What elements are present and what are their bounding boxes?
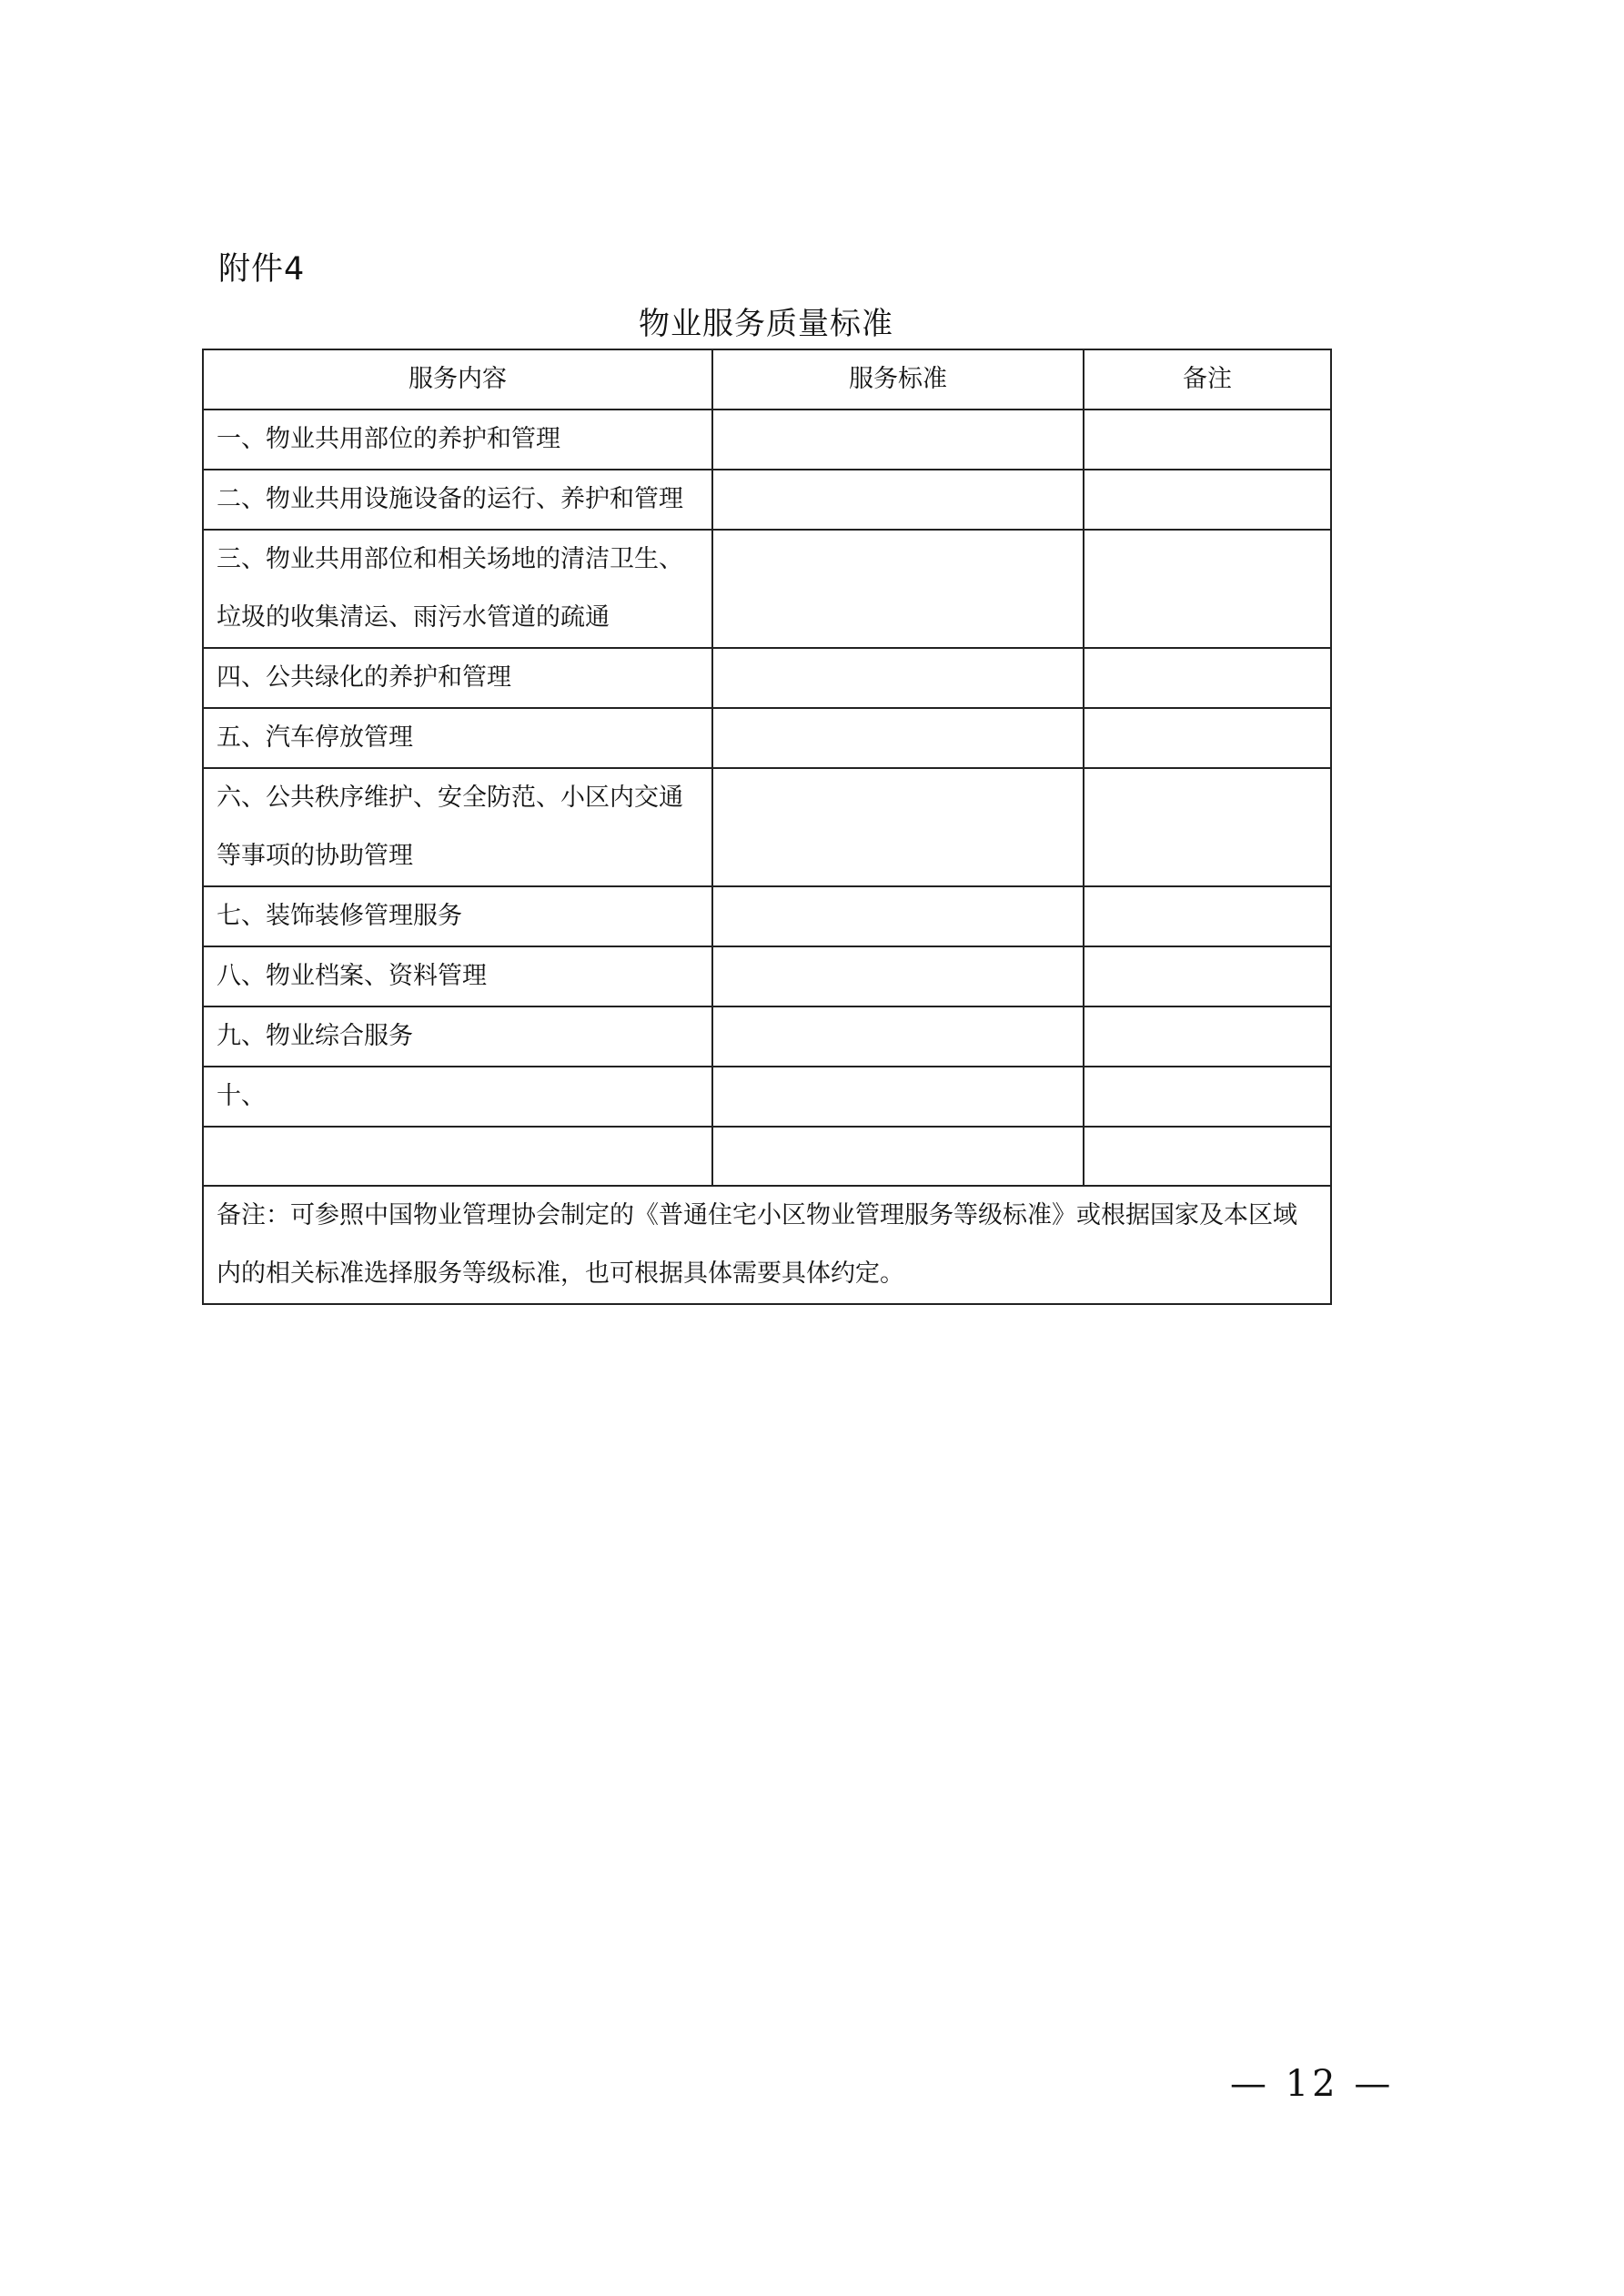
cell-service-content: 四、公共绿化的养护和管理 [203, 648, 712, 708]
cell-service-content [203, 1127, 712, 1186]
cell-remark [1084, 470, 1331, 530]
table-row [203, 768, 1331, 886]
cell-service-content: 七、装饰装修管理服务 [203, 886, 712, 946]
cell-service-standard [712, 946, 1084, 1006]
cell-service-standard [712, 768, 1084, 886]
table-row [203, 1006, 1331, 1067]
table-row [203, 708, 1331, 768]
table-row [203, 530, 1331, 648]
cell-service-standard [712, 886, 1084, 946]
document-title: 物业服务质量标准 [639, 306, 893, 342]
attachment-label: 附件4 [218, 251, 306, 288]
cell-service-content: 八、物业档案、资料管理 [203, 946, 712, 1006]
cell-remark [1084, 946, 1331, 1006]
header-service-standard: 服务标准 [712, 349, 1084, 410]
cell-service-content: 六、公共秩序维护、安全防范、小区内交通等事项的协助管理 [203, 768, 712, 886]
cell-remark [1084, 886, 1331, 946]
table-row [203, 1067, 1331, 1127]
cell-service-content: 五、汽车停放管理 [203, 708, 712, 768]
table-row [203, 886, 1331, 946]
cell-service-standard [712, 470, 1084, 530]
table-header-row [203, 349, 1331, 410]
table-note: 备注：可参照中国物业管理协会制定的《普通住宅小区物业管理服务等级标准》或根据国家及本区域内的相关标准选择服务等级标准，也可根据具体需要具体约定。 [203, 1186, 1331, 1304]
cell-service-standard [712, 1067, 1084, 1127]
cell-service-content: 一、物业共用部位的养护和管理 [203, 410, 712, 470]
page-number: — 12 — [1230, 2063, 1395, 2105]
table-row [203, 648, 1331, 708]
service-quality-table [202, 349, 1332, 1305]
header-service-content: 服务内容 [203, 349, 712, 410]
table-row [203, 470, 1331, 530]
cell-service-standard [712, 648, 1084, 708]
cell-remark [1084, 1006, 1331, 1067]
cell-service-standard [712, 1006, 1084, 1067]
table-row [203, 410, 1331, 470]
cell-service-content: 二、物业共用设施设备的运行、养护和管理 [203, 470, 712, 530]
cell-service-standard [712, 530, 1084, 648]
header-remark: 备注 [1084, 349, 1331, 410]
cell-service-standard [712, 708, 1084, 768]
table-row [203, 946, 1331, 1006]
cell-remark [1084, 530, 1331, 648]
cell-remark [1084, 1067, 1331, 1127]
table-note-row [203, 1186, 1331, 1304]
cell-service-content: 三、物业共用部位和相关场地的清洁卫生、垃圾的收集清运、雨污水管道的疏通 [203, 530, 712, 648]
cell-service-standard [712, 1127, 1084, 1186]
cell-service-standard [712, 410, 1084, 470]
cell-remark [1084, 410, 1331, 470]
table-row [203, 1127, 1331, 1186]
cell-service-content: 九、物业综合服务 [203, 1006, 712, 1067]
cell-remark [1084, 1127, 1331, 1186]
cell-service-content: 十、 [203, 1067, 712, 1127]
cell-remark [1084, 708, 1331, 768]
cell-remark [1084, 648, 1331, 708]
cell-remark [1084, 768, 1331, 886]
